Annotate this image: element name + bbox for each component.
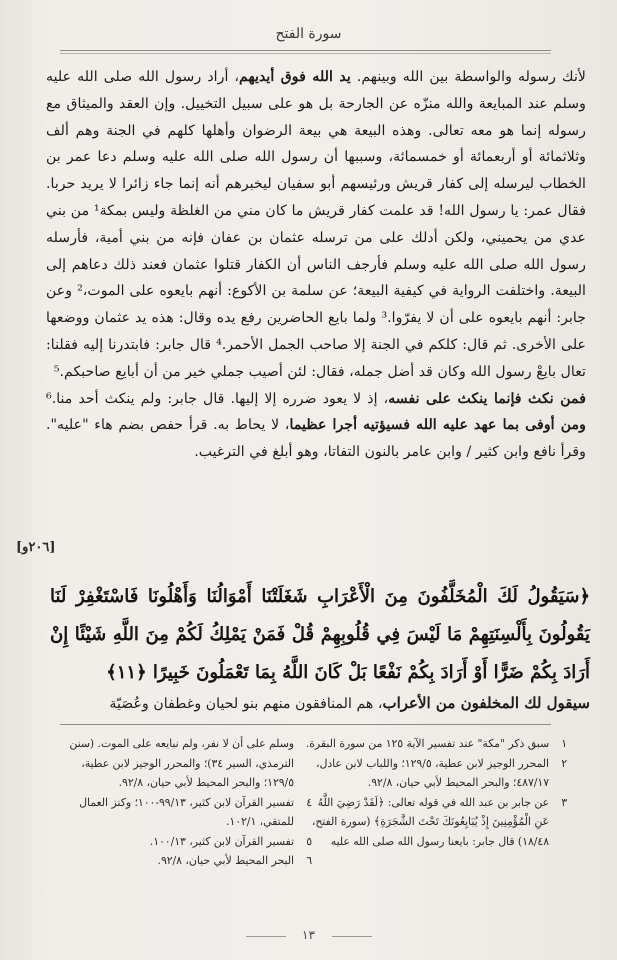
footnote-text: تفسير القرآن لابن كثير، ١٠٠/١٣. bbox=[149, 834, 294, 848]
text-segment: ، هم المنافقون منهم بنو لحيان وغطفان وعُصَيّة bbox=[109, 696, 383, 712]
footnote-number: ٤ bbox=[306, 795, 312, 809]
footnote-number: ١ bbox=[561, 737, 567, 750]
body-text bbox=[46, 64, 586, 466]
footnote-number: ٦ bbox=[306, 854, 312, 867]
header-rule-secondary bbox=[60, 53, 551, 54]
footnote-number: ٣ bbox=[561, 795, 567, 809]
text-segment: ، أراد رسول الله صلى الله عليه وسلم عند المبايعة والله منزّه عن الجارحة بل هو على سبيل التخييل. وإن العقد والميثاق مع رسوله إنما هو معه تعالى. وهذه البيعة هي بيعة الرضوان وأهلها كلهم في الجنة وهم ألف وثلاثمائة أو أربعمائة أو خمسمائة، وسببها أن رسول الله صلى الله عليه وسلم دعا عمر بن الخطاب ليرسله إلى كفار قريش ورئيسهم أبو سفيان ليخبرهم أنه إنما جاء زائرا لا يريد حربا. فقال عمر: يا رسول الله! قد علمت كفار قريش ما كان مني من الغلظة وليس بمكة¹ من بني عدي من يحميني، ولكن أدلك على من ترسله عثمان بن عفان فإنه من بني أمية، فأرسله رسول الله صلى الله عليه وسلم فأرجف الناس أن الكفار قتلوا عثمان فعند ذلك دعاهم إلى البيعة. واختلفت الرواية في كيفية البيعة؛ عن سلمة بن الأكوع: أنهم بايعوه على الموت،² وعن جابر: أنهم بايعوه على أن لا يفرّوا.³ ولما بايع الحاضرين رفع يده وقال: هذه يد عثمان ووضعها على الأخرى. ثم قال: كلكم في الجنة إلا صاحب الجمل الأحمر.⁴ قال جابر: فابتدرنا إليه فقلنا: تعال بايعْ رسول الله وكان قد أضل جمله، فقال: لئن أصيب جملي خير من أن أبايع صاحبكم.⁵ bbox=[46, 69, 586, 380]
footnote-rule bbox=[60, 724, 551, 725]
footnote bbox=[50, 832, 312, 852]
footnote bbox=[305, 754, 567, 793]
running-head: سورة الفتح bbox=[275, 26, 342, 42]
footnote-text: المحرر الوجيز لابن عطية، ١٢٩/٥؛ واللباب لابن عادل، ٤٨٧/١٧؛ والبحر المحيط لأبي حيان، ٩٢/٨. bbox=[316, 756, 549, 789]
quran-verse: ﴿سَيَقُولُ لَكَ الْمُخَلَّفُونَ مِنَ الْأَعْرَابِ شَغَلَتْنَا أَمْوَالُنَا وَأَهْلُونَا فَاسْتَغْفِرْ لَنَا يَقُولُونَ بِأَلْسِنَتِهِمْ مَا لَيْسَ فِي قُلُوبِهِمْ قُلْ فَمَنْ يَمْلِكُ لَكُمْ مِنَ اللَّهِ شَيْئًا إِنْ أَرَادَ بِكُمْ ضَرًّا أَوْ أَرَادَ بِكُمْ نَفْعًا بَلْ كَانَ اللَّهُ بِمَا تَعْمَلُونَ خَبِيرًا ﴿١١﴾ bbox=[50, 586, 590, 683]
quran-phrase: سيقول لك المخلفون من الأعراب bbox=[382, 694, 590, 712]
footnote-number bbox=[300, 734, 312, 793]
header-rule bbox=[60, 50, 551, 51]
body-paragraph-1 bbox=[46, 64, 586, 386]
page-number-rule-right bbox=[332, 936, 372, 937]
footnote bbox=[50, 851, 312, 871]
footnotes-left-column bbox=[50, 734, 312, 871]
manuscript-folio-marker: [٢٠٦و] bbox=[16, 540, 56, 555]
text-segment: ، إذ لا يعود ضرره إلا إليها. قال جابر: ولم ينكث أحد منا.⁶ bbox=[46, 390, 389, 407]
footnote bbox=[305, 793, 567, 852]
footnote-text: البحر المحيط لأبي حيان، ٩٢/٨. bbox=[157, 854, 294, 867]
text-segment: لأنك رسوله والواسطة بين الله وبينهم. bbox=[350, 69, 586, 85]
footnote bbox=[305, 734, 567, 754]
footnote-text: تفسير القرآن لابن كثير، ٩٩/١٣-١٠٠؛ وكنز العمال للمتقي، ١٠٢/١. bbox=[79, 795, 294, 828]
footnote-continuation bbox=[50, 734, 312, 793]
quran-phrase: ومن أوفى بما عهد عليه الله فسيؤتيه أجرا عظيما bbox=[289, 417, 586, 434]
footnote-text: عن جابر بن عبد الله في قوله تعالى: ﴿لَقَدْ رَضِيَ اللَّهُ عَنِ الْمُؤْمِنِينَ إِذْ يُبَايِعُونَكَ تَحْتَ الشَّجَرَةِ﴾ (سورة الفتح، ١٨/٤٨) قال جابر: بايعنا رسول الله صلى الله عليه bbox=[311, 795, 549, 848]
page-number: ١٣ bbox=[302, 928, 315, 942]
footnote bbox=[50, 793, 312, 832]
footnote-number: ٢ bbox=[561, 756, 567, 770]
quran-phrase: فمن نكث فإنما ينكث على نفسه bbox=[388, 390, 586, 407]
footnotes-right-column bbox=[305, 734, 567, 851]
footnote-number: ٥ bbox=[306, 834, 312, 848]
footnote-text: وسلم على أن لا نفر، ولم نبايعه على الموت. (سنن الترمذي، السير ٣٤)؛ والمحرر الوجيز لابن عطية، ١٢٩/٥؛ والبحر المحيط لأبي حيان، ٩٢/٨. bbox=[69, 737, 294, 789]
footnote-text: سبق ذكر "مكة" عند تفسير الآية ١٢٥ من سورة البقرة. bbox=[305, 737, 549, 750]
text-segment: ، لا يحاط به. قرأ حفص بضم هاء "عليه". وقرأ نافع وابن كثير / وابن عامر بالنون التفاتا، وهو أبلغ في الترغيب. bbox=[46, 417, 586, 461]
body-paragraph-2 bbox=[46, 386, 586, 466]
quran-phrase: يد الله فوق أيديهم bbox=[239, 69, 351, 85]
verse-commentary-start bbox=[50, 690, 590, 717]
